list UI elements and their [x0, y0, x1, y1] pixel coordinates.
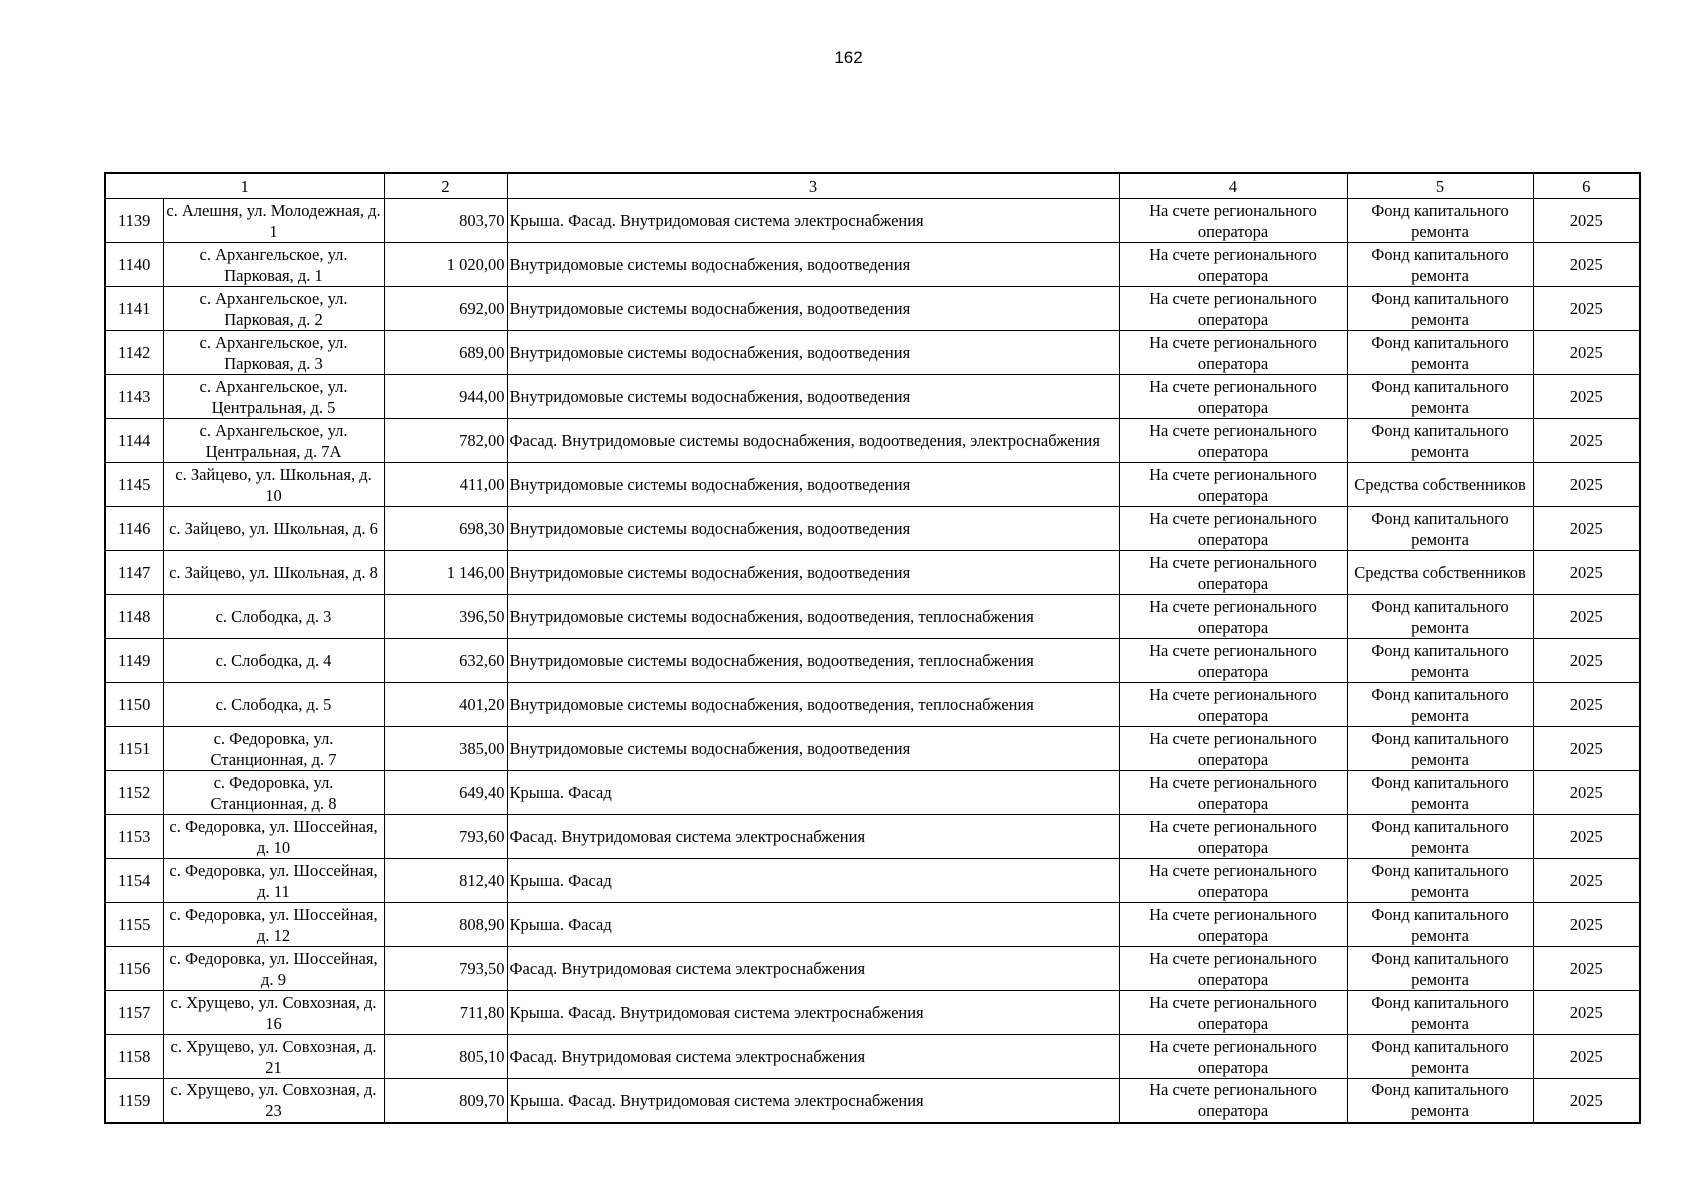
area-cell: 1 020,00: [384, 243, 507, 287]
year-cell: 2025: [1533, 903, 1640, 947]
account-cell: На счете регионального оператора: [1119, 1079, 1347, 1123]
fund-cell: Фонд капитального ремонта: [1347, 419, 1533, 463]
table-row: [105, 331, 1640, 375]
works-cell: Фасад. Внутридомовая система электроснабжения: [507, 815, 1119, 859]
table-row: [105, 727, 1640, 771]
area-cell: 711,80: [384, 991, 507, 1035]
fund-cell: Средства собственников: [1347, 463, 1533, 507]
works-cell: Внутридомовые системы водоснабжения, водоотведения: [507, 463, 1119, 507]
table-row: [105, 639, 1640, 683]
works-cell: Внутридомовые системы водоснабжения, водоотведения, теплоснабжения: [507, 639, 1119, 683]
table-row: [105, 463, 1640, 507]
area-cell: 782,00: [384, 419, 507, 463]
area-cell: 812,40: [384, 859, 507, 903]
area-cell: 401,20: [384, 683, 507, 727]
row-number: 1145: [105, 463, 163, 507]
fund-cell: Средства собственников: [1347, 551, 1533, 595]
row-number: 1156: [105, 947, 163, 991]
table-row: [105, 991, 1640, 1035]
area-cell: 805,10: [384, 1035, 507, 1079]
fund-cell: Фонд капитального ремонта: [1347, 595, 1533, 639]
area-cell: 793,60: [384, 815, 507, 859]
works-cell: Внутридомовые системы водоснабжения, водоотведения, теплоснабжения: [507, 683, 1119, 727]
row-number: 1139: [105, 199, 163, 243]
year-cell: 2025: [1533, 375, 1640, 419]
year-cell: 2025: [1533, 463, 1640, 507]
row-number: 1154: [105, 859, 163, 903]
fund-cell: Фонд капитального ремонта: [1347, 199, 1533, 243]
year-cell: 2025: [1533, 419, 1640, 463]
account-cell: На счете регионального оператора: [1119, 815, 1347, 859]
works-cell: Крыша. Фасад. Внутридомовая система электроснабжения: [507, 1079, 1119, 1123]
header-row: [105, 173, 1640, 199]
year-cell: 2025: [1533, 595, 1640, 639]
table-row: [105, 551, 1640, 595]
area-cell: 1 146,00: [384, 551, 507, 595]
year-cell: 2025: [1533, 947, 1640, 991]
row-number: 1159: [105, 1079, 163, 1123]
area-cell: 793,50: [384, 947, 507, 991]
year-cell: 2025: [1533, 815, 1640, 859]
account-cell: На счете регионального оператора: [1119, 463, 1347, 507]
table-row: [105, 903, 1640, 947]
row-number: 1151: [105, 727, 163, 771]
year-cell: 2025: [1533, 287, 1640, 331]
works-cell: Внутридомовые системы водоснабжения, водоотведения: [507, 375, 1119, 419]
row-number: 1152: [105, 771, 163, 815]
account-cell: На счете регионального оператора: [1119, 243, 1347, 287]
year-cell: 2025: [1533, 771, 1640, 815]
address-cell: с. Архангельское, ул. Парковая, д. 2: [163, 287, 384, 331]
table-row: [105, 419, 1640, 463]
row-number: 1143: [105, 375, 163, 419]
fund-cell: Фонд капитального ремонта: [1347, 991, 1533, 1035]
area-cell: 944,00: [384, 375, 507, 419]
account-cell: На счете регионального оператора: [1119, 639, 1347, 683]
address-cell: с. Архангельское, ул. Парковая, д. 1: [163, 243, 384, 287]
fund-cell: Фонд капитального ремонта: [1347, 287, 1533, 331]
area-cell: 385,00: [384, 727, 507, 771]
address-cell: с. Федоровка, ул. Шоссейная, д. 10: [163, 815, 384, 859]
address-cell: с. Архангельское, ул. Центральная, д. 5: [163, 375, 384, 419]
address-cell: с. Хрущево, ул. Совхозная, д. 16: [163, 991, 384, 1035]
account-cell: На счете регионального оператора: [1119, 595, 1347, 639]
fund-cell: Фонд капитального ремонта: [1347, 243, 1533, 287]
works-cell: Внутридомовые системы водоснабжения, водоотведения: [507, 507, 1119, 551]
year-cell: 2025: [1533, 639, 1640, 683]
table-row: [105, 859, 1640, 903]
account-cell: На счете регионального оператора: [1119, 419, 1347, 463]
works-cell: Крыша. Фасад. Внутридомовая система электроснабжения: [507, 991, 1119, 1035]
table-row: [105, 1035, 1640, 1079]
registry-table: [104, 172, 1641, 1124]
year-cell: 2025: [1533, 243, 1640, 287]
table-row: [105, 595, 1640, 639]
row-number: 1149: [105, 639, 163, 683]
table-row: [105, 683, 1640, 727]
address-cell: с. Слободка, д. 3: [163, 595, 384, 639]
works-cell: Фасад. Внутридомовые системы водоснабжения, водоотведения, электроснабжения: [507, 419, 1119, 463]
account-cell: На счете регионального оператора: [1119, 551, 1347, 595]
fund-cell: Фонд капитального ремонта: [1347, 727, 1533, 771]
header-col-5: 5: [1347, 173, 1533, 199]
account-cell: На счете регионального оператора: [1119, 331, 1347, 375]
row-number: 1158: [105, 1035, 163, 1079]
address-cell: с. Зайцево, ул. Школьная, д. 6: [163, 507, 384, 551]
address-cell: с. Федоровка, ул. Станционная, д. 8: [163, 771, 384, 815]
table-row: [105, 243, 1640, 287]
works-cell: Внутридомовые системы водоснабжения, водоотведения: [507, 551, 1119, 595]
address-cell: с. Хрущево, ул. Совхозная, д. 21: [163, 1035, 384, 1079]
year-cell: 2025: [1533, 991, 1640, 1035]
account-cell: На счете регионального оператора: [1119, 1035, 1347, 1079]
address-cell: с. Хрущево, ул. Совхозная, д. 23: [163, 1079, 384, 1123]
table-row: [105, 199, 1640, 243]
works-cell: Внутридомовые системы водоснабжения, водоотведения, теплоснабжения: [507, 595, 1119, 639]
row-number: 1148: [105, 595, 163, 639]
table-row: [105, 1079, 1640, 1123]
table-row: [105, 947, 1640, 991]
address-cell: с. Федоровка, ул. Шоссейная, д. 9: [163, 947, 384, 991]
address-cell: с. Федоровка, ул. Шоссейная, д. 11: [163, 859, 384, 903]
account-cell: На счете регионального оператора: [1119, 991, 1347, 1035]
works-cell: Крыша. Фасад: [507, 859, 1119, 903]
row-number: 1146: [105, 507, 163, 551]
row-number: 1140: [105, 243, 163, 287]
row-number: 1147: [105, 551, 163, 595]
year-cell: 2025: [1533, 683, 1640, 727]
area-cell: 649,40: [384, 771, 507, 815]
account-cell: На счете регионального оператора: [1119, 375, 1347, 419]
area-cell: 692,00: [384, 287, 507, 331]
works-cell: Фасад. Внутридомовая система электроснабжения: [507, 947, 1119, 991]
row-number: 1153: [105, 815, 163, 859]
year-cell: 2025: [1533, 551, 1640, 595]
address-cell: с. Архангельское, ул. Центральная, д. 7А: [163, 419, 384, 463]
page-number: 162: [834, 48, 863, 67]
year-cell: 2025: [1533, 859, 1640, 903]
row-number: 1157: [105, 991, 163, 1035]
header-col-3: 3: [507, 173, 1119, 199]
fund-cell: Фонд капитального ремонта: [1347, 1035, 1533, 1079]
area-cell: 396,50: [384, 595, 507, 639]
account-cell: На счете регионального оператора: [1119, 947, 1347, 991]
header-col-6: 6: [1533, 173, 1640, 199]
area-cell: 698,30: [384, 507, 507, 551]
fund-cell: Фонд капитального ремонта: [1347, 331, 1533, 375]
works-cell: Крыша. Фасад: [507, 771, 1119, 815]
fund-cell: Фонд капитального ремонта: [1347, 507, 1533, 551]
year-cell: 2025: [1533, 1035, 1640, 1079]
table-row: [105, 287, 1640, 331]
account-cell: На счете регионального оператора: [1119, 727, 1347, 771]
row-number: 1155: [105, 903, 163, 947]
table-row: [105, 507, 1640, 551]
area-cell: 808,90: [384, 903, 507, 947]
year-cell: 2025: [1533, 1079, 1640, 1123]
year-cell: 2025: [1533, 727, 1640, 771]
address-cell: с. Зайцево, ул. Школьная, д. 10: [163, 463, 384, 507]
area-cell: 632,60: [384, 639, 507, 683]
account-cell: На счете регионального оператора: [1119, 683, 1347, 727]
works-cell: Крыша. Фасад. Внутридомовая система электроснабжения: [507, 199, 1119, 243]
account-cell: На счете регионального оператора: [1119, 507, 1347, 551]
fund-cell: Фонд капитального ремонта: [1347, 771, 1533, 815]
area-cell: 809,70: [384, 1079, 507, 1123]
header-col-1: 1: [105, 173, 384, 199]
address-cell: с. Слободка, д. 4: [163, 639, 384, 683]
fund-cell: Фонд капитального ремонта: [1347, 903, 1533, 947]
fund-cell: Фонд капитального ремонта: [1347, 639, 1533, 683]
fund-cell: Фонд капитального ремонта: [1347, 375, 1533, 419]
row-number: 1144: [105, 419, 163, 463]
area-cell: 803,70: [384, 199, 507, 243]
address-cell: с. Алешня, ул. Молодежная, д. 1: [163, 199, 384, 243]
fund-cell: Фонд капитального ремонта: [1347, 683, 1533, 727]
works-cell: Внутридомовые системы водоснабжения, водоотведения: [507, 287, 1119, 331]
table-row: [105, 771, 1640, 815]
fund-cell: Фонд капитального ремонта: [1347, 815, 1533, 859]
header-col-2: 2: [384, 173, 507, 199]
table-body: [105, 199, 1640, 1123]
works-cell: Внутридомовые системы водоснабжения, водоотведения: [507, 243, 1119, 287]
year-cell: 2025: [1533, 507, 1640, 551]
works-cell: Внутридомовые системы водоснабжения, водоотведения: [507, 331, 1119, 375]
address-cell: с. Слободка, д. 5: [163, 683, 384, 727]
fund-cell: Фонд капитального ремонта: [1347, 947, 1533, 991]
account-cell: На счете регионального оператора: [1119, 859, 1347, 903]
address-cell: с. Архангельское, ул. Парковая, д. 3: [163, 331, 384, 375]
area-cell: 689,00: [384, 331, 507, 375]
row-number: 1142: [105, 331, 163, 375]
account-cell: На счете регионального оператора: [1119, 903, 1347, 947]
address-cell: с. Федоровка, ул. Шоссейная, д. 12: [163, 903, 384, 947]
header-col-4: 4: [1119, 173, 1347, 199]
address-cell: с. Федоровка, ул. Станционная, д. 7: [163, 727, 384, 771]
works-cell: Фасад. Внутридомовая система электроснабжения: [507, 1035, 1119, 1079]
year-cell: 2025: [1533, 199, 1640, 243]
row-number: 1141: [105, 287, 163, 331]
account-cell: На счете регионального оператора: [1119, 287, 1347, 331]
row-number: 1150: [105, 683, 163, 727]
area-cell: 411,00: [384, 463, 507, 507]
account-cell: На счете регионального оператора: [1119, 199, 1347, 243]
works-cell: Внутридомовые системы водоснабжения, водоотведения: [507, 727, 1119, 771]
works-cell: Крыша. Фасад: [507, 903, 1119, 947]
table-row: [105, 375, 1640, 419]
fund-cell: Фонд капитального ремонта: [1347, 1079, 1533, 1123]
address-cell: с. Зайцево, ул. Школьная, д. 8: [163, 551, 384, 595]
year-cell: 2025: [1533, 331, 1640, 375]
fund-cell: Фонд капитального ремонта: [1347, 859, 1533, 903]
account-cell: На счете регионального оператора: [1119, 771, 1347, 815]
table-row: [105, 815, 1640, 859]
